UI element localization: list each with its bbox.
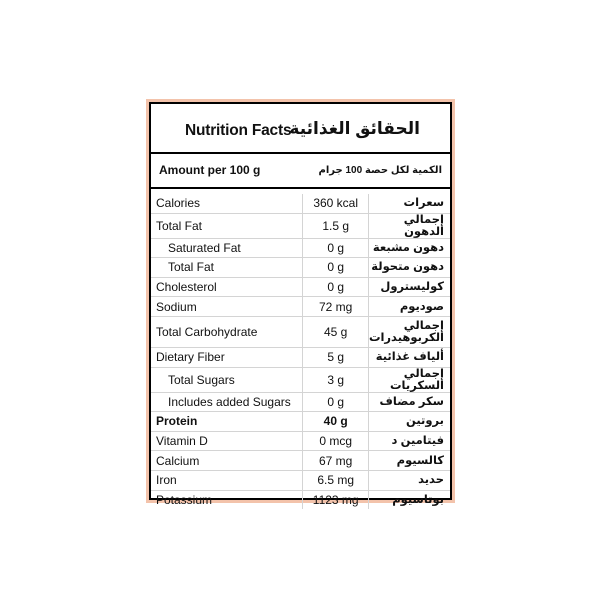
nutrient-value: 72 mg: [303, 297, 368, 317]
nutrient-name: Protein: [151, 412, 303, 432]
table-row: [151, 277, 450, 297]
nutrient-name-arabic: دهون متحولة: [368, 258, 450, 278]
title-arabic: الحقائق الغذائية: [289, 119, 420, 138]
serving-amount-arabic: الكمية لكل حصة 100 جرام: [318, 165, 442, 176]
title-english: Nutrition Facts: [185, 122, 292, 139]
nutrient-value: 45 g: [303, 316, 368, 347]
nutrient-name-arabic: إجمالي السكريات: [368, 367, 450, 392]
nutrient-value: 6.5 mg: [303, 470, 368, 490]
nutrient-value: 1.5 g: [303, 213, 368, 238]
table-row: [151, 194, 450, 213]
nutrient-name: Total Fat: [151, 258, 303, 278]
nutrient-value: 0 g: [303, 392, 368, 412]
table-row: [151, 213, 450, 238]
table-row: [151, 367, 450, 392]
nutrient-name-arabic: بوتاسيوم: [368, 490, 450, 509]
serving-amount-english: Amount per 100 g: [159, 163, 261, 177]
serving-amount-row: [151, 154, 450, 189]
title-row: [151, 104, 450, 154]
nutrient-name-arabic: بروتين: [368, 412, 450, 432]
nutrient-name: Total Fat: [151, 213, 303, 238]
nutrient-name-arabic: كوليسترول: [368, 277, 450, 297]
nutrient-value: 67 mg: [303, 451, 368, 471]
table-row: [151, 451, 450, 471]
nutrient-name-arabic: إجمالي الدهون: [368, 213, 450, 238]
table-row: [151, 431, 450, 451]
nutrient-name: Sodium: [151, 297, 303, 317]
table-row: [151, 316, 450, 347]
nutrient-name: Cholesterol: [151, 277, 303, 297]
nutrient-value: 0 mcg: [303, 431, 368, 451]
nutrient-name: Potassium: [151, 490, 303, 509]
nutrient-value: 40 g: [303, 412, 368, 432]
table-row: [151, 258, 450, 278]
nutrient-name: Calcium: [151, 451, 303, 471]
table-row: [151, 392, 450, 412]
nutrient-value: 360 kcal: [303, 194, 368, 213]
nutrient-table: [151, 194, 450, 509]
nutrient-name: Includes added Sugars: [151, 392, 303, 412]
nutrition-label-frame: [146, 99, 455, 507]
nutrient-value: 0 g: [303, 238, 368, 258]
nutrient-value: 3 g: [303, 367, 368, 392]
nutrient-name-arabic: دهون مشبعة: [368, 238, 450, 258]
nutrient-name-arabic: صوديوم: [368, 297, 450, 317]
nutrition-label: [149, 102, 452, 507]
nutrient-value: 0 g: [303, 277, 368, 297]
nutrient-name: Calories: [151, 194, 303, 213]
table-row: [151, 490, 450, 509]
nutrient-name-arabic: إجمالي الكربوهيدرات: [368, 316, 450, 347]
nutrient-value: 1123 mg: [303, 490, 368, 509]
nutrient-name: Saturated Fat: [151, 238, 303, 258]
nutrient-name-arabic: سكر مضاف: [368, 392, 450, 412]
nutrient-name-arabic: ألياف غذائية: [368, 347, 450, 367]
nutrient-name: Vitamin D: [151, 431, 303, 451]
table-row: [151, 297, 450, 317]
nutrient-value: 0 g: [303, 258, 368, 278]
nutrient-name-arabic: كالسيوم: [368, 451, 450, 471]
table-row: [151, 412, 450, 432]
nutrient-value: 5 g: [303, 347, 368, 367]
nutrient-name: Dietary Fiber: [151, 347, 303, 367]
nutrient-name-arabic: حديد: [368, 470, 450, 490]
nutrient-name: Iron: [151, 470, 303, 490]
nutrient-name: Total Carbohydrate: [151, 316, 303, 347]
nutrient-name-arabic: سعرات: [368, 194, 450, 213]
nutrient-name: Total Sugars: [151, 367, 303, 392]
nutrient-name-arabic: فيتامين د: [368, 431, 450, 451]
table-row: [151, 347, 450, 367]
table-row: [151, 470, 450, 490]
table-row: [151, 238, 450, 258]
